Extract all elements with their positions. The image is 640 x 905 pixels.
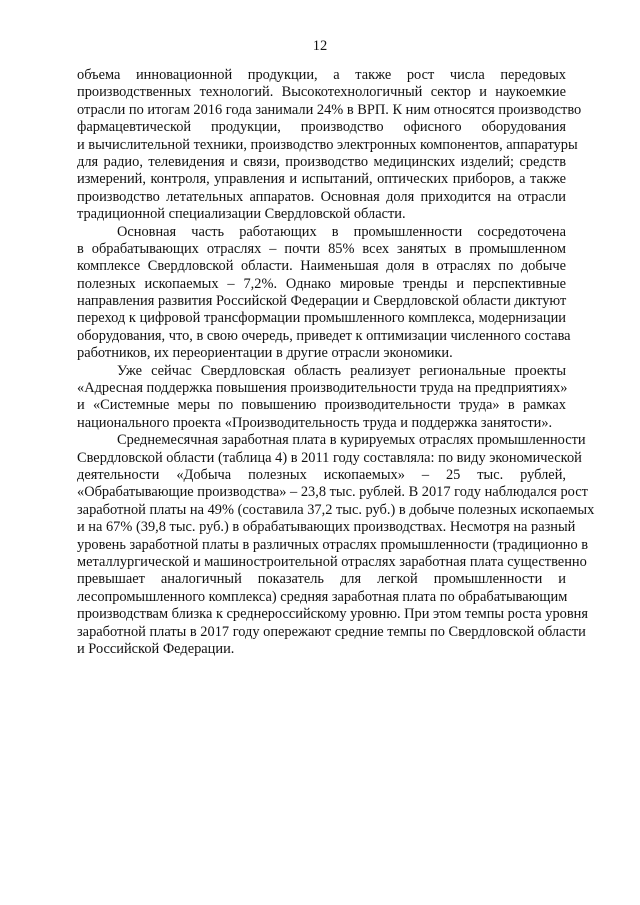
text-line: уровень заработной платы в различных отраслях промышленности (традиционно в — [77, 536, 589, 553]
text-line: «Адресная поддержка повышения производительности труда на предприятиях» — [77, 380, 568, 397]
text-line: и вычислительной техники, производство электронных компонентов, аппаратуры — [77, 136, 578, 153]
text-line: металлургической и машиностроительной отраслях заработная плата существенно — [77, 553, 587, 570]
text-line: Среднемесячная заработная плата в курируемых отраслях промышленности — [117, 432, 586, 449]
text-line: лесопромышленного комплекса) средняя заработная плата по обрабатывающим — [77, 588, 568, 605]
text-line: национального проекта «Производительность труда и поддержка занятости». — [77, 414, 553, 431]
text-line: для радио, телевидения и связи, производство медицинских изделий; средств — [77, 153, 566, 170]
text-line: и Российской Федерации. — [77, 640, 235, 657]
paragraph — [77, 223, 571, 363]
text-line: измерений, контроля, управления и испытаний, оптических приборов, а также — [77, 171, 566, 188]
text-line: направления развития Российской Федерации и Свердловской области диктуют — [77, 293, 567, 310]
text-line: Уже сейчас Свердловская область реализует региональные проекты — [117, 362, 566, 379]
paragraph — [77, 432, 595, 658]
text-line: заработной платы на 49% (составила 37,2 тыс. руб.) в добыче полезных ископаемых — [77, 501, 595, 518]
text-line: превышает аналогичный показатель для легкой промышленности и — [77, 571, 566, 588]
paragraph — [77, 67, 582, 224]
text-line: производственных технологий. Высокотехнологичный сектор и наукоемкие — [77, 84, 566, 101]
text-line: объема инновационной продукции, а также рост числа передовых — [77, 67, 566, 83]
text-line: полезных ископаемых – 7,2%. Однако мировые тренды и перспективные — [77, 275, 566, 292]
page-number: 12 — [312, 38, 328, 54]
text-line: Свердловской области (таблица 4) в 2011 году составляла: по виду экономической — [77, 449, 582, 466]
text-line: и на 67% (39,8 тыс. руб.) в обрабатывающих производствах. Несмотря на разный — [77, 519, 576, 536]
text-line: Основная часть работающих в промышленности сосредоточена — [117, 223, 566, 240]
text-line: деятельности «Добыча полезных ископаемых» – 25 тыс. рублей, — [77, 466, 566, 483]
text-line: «Обрабатывающие производства» – 23,8 тыс. рублей. В 2017 году наблюдался рост — [77, 484, 588, 501]
text-line: фармацевтической продукции, производство офисного оборудования — [77, 119, 566, 136]
text-line: переход к цифровой трансформации промышленного комплекса, модернизации — [77, 310, 566, 327]
text-line: производство летательных аппаратов. Основная доля приходится на отрасли — [77, 188, 566, 205]
text-line: комплексе Свердловской области. Наименьшая доля в отраслях по добыче — [77, 258, 566, 275]
document-body — [77, 67, 595, 658]
text-line: работников, их переориентации в другие отрасли экономики. — [77, 345, 453, 362]
text-line: отрасли по итогам 2016 года занимали 24% в ВРП. К ним относятся производство — [77, 101, 582, 118]
text-line: традиционной специализации Свердловской области. — [77, 206, 406, 223]
text-line: заработной платы в 2017 году опережают средние темпы по Свердловской области — [77, 623, 586, 640]
text-line: и «Системные меры по повышению производительности труда» в рамках — [77, 397, 566, 414]
paragraph — [77, 363, 566, 433]
text-line: в обрабатывающих отраслях – почти 85% всех занятых в промышленном — [77, 240, 566, 257]
text-line: производствам близка к среднероссийскому уровню. При этом темпы роста уровня — [77, 606, 588, 623]
text-line: оборудования, что, в свою очередь, приведет к оптимизации численного состава — [77, 327, 571, 344]
